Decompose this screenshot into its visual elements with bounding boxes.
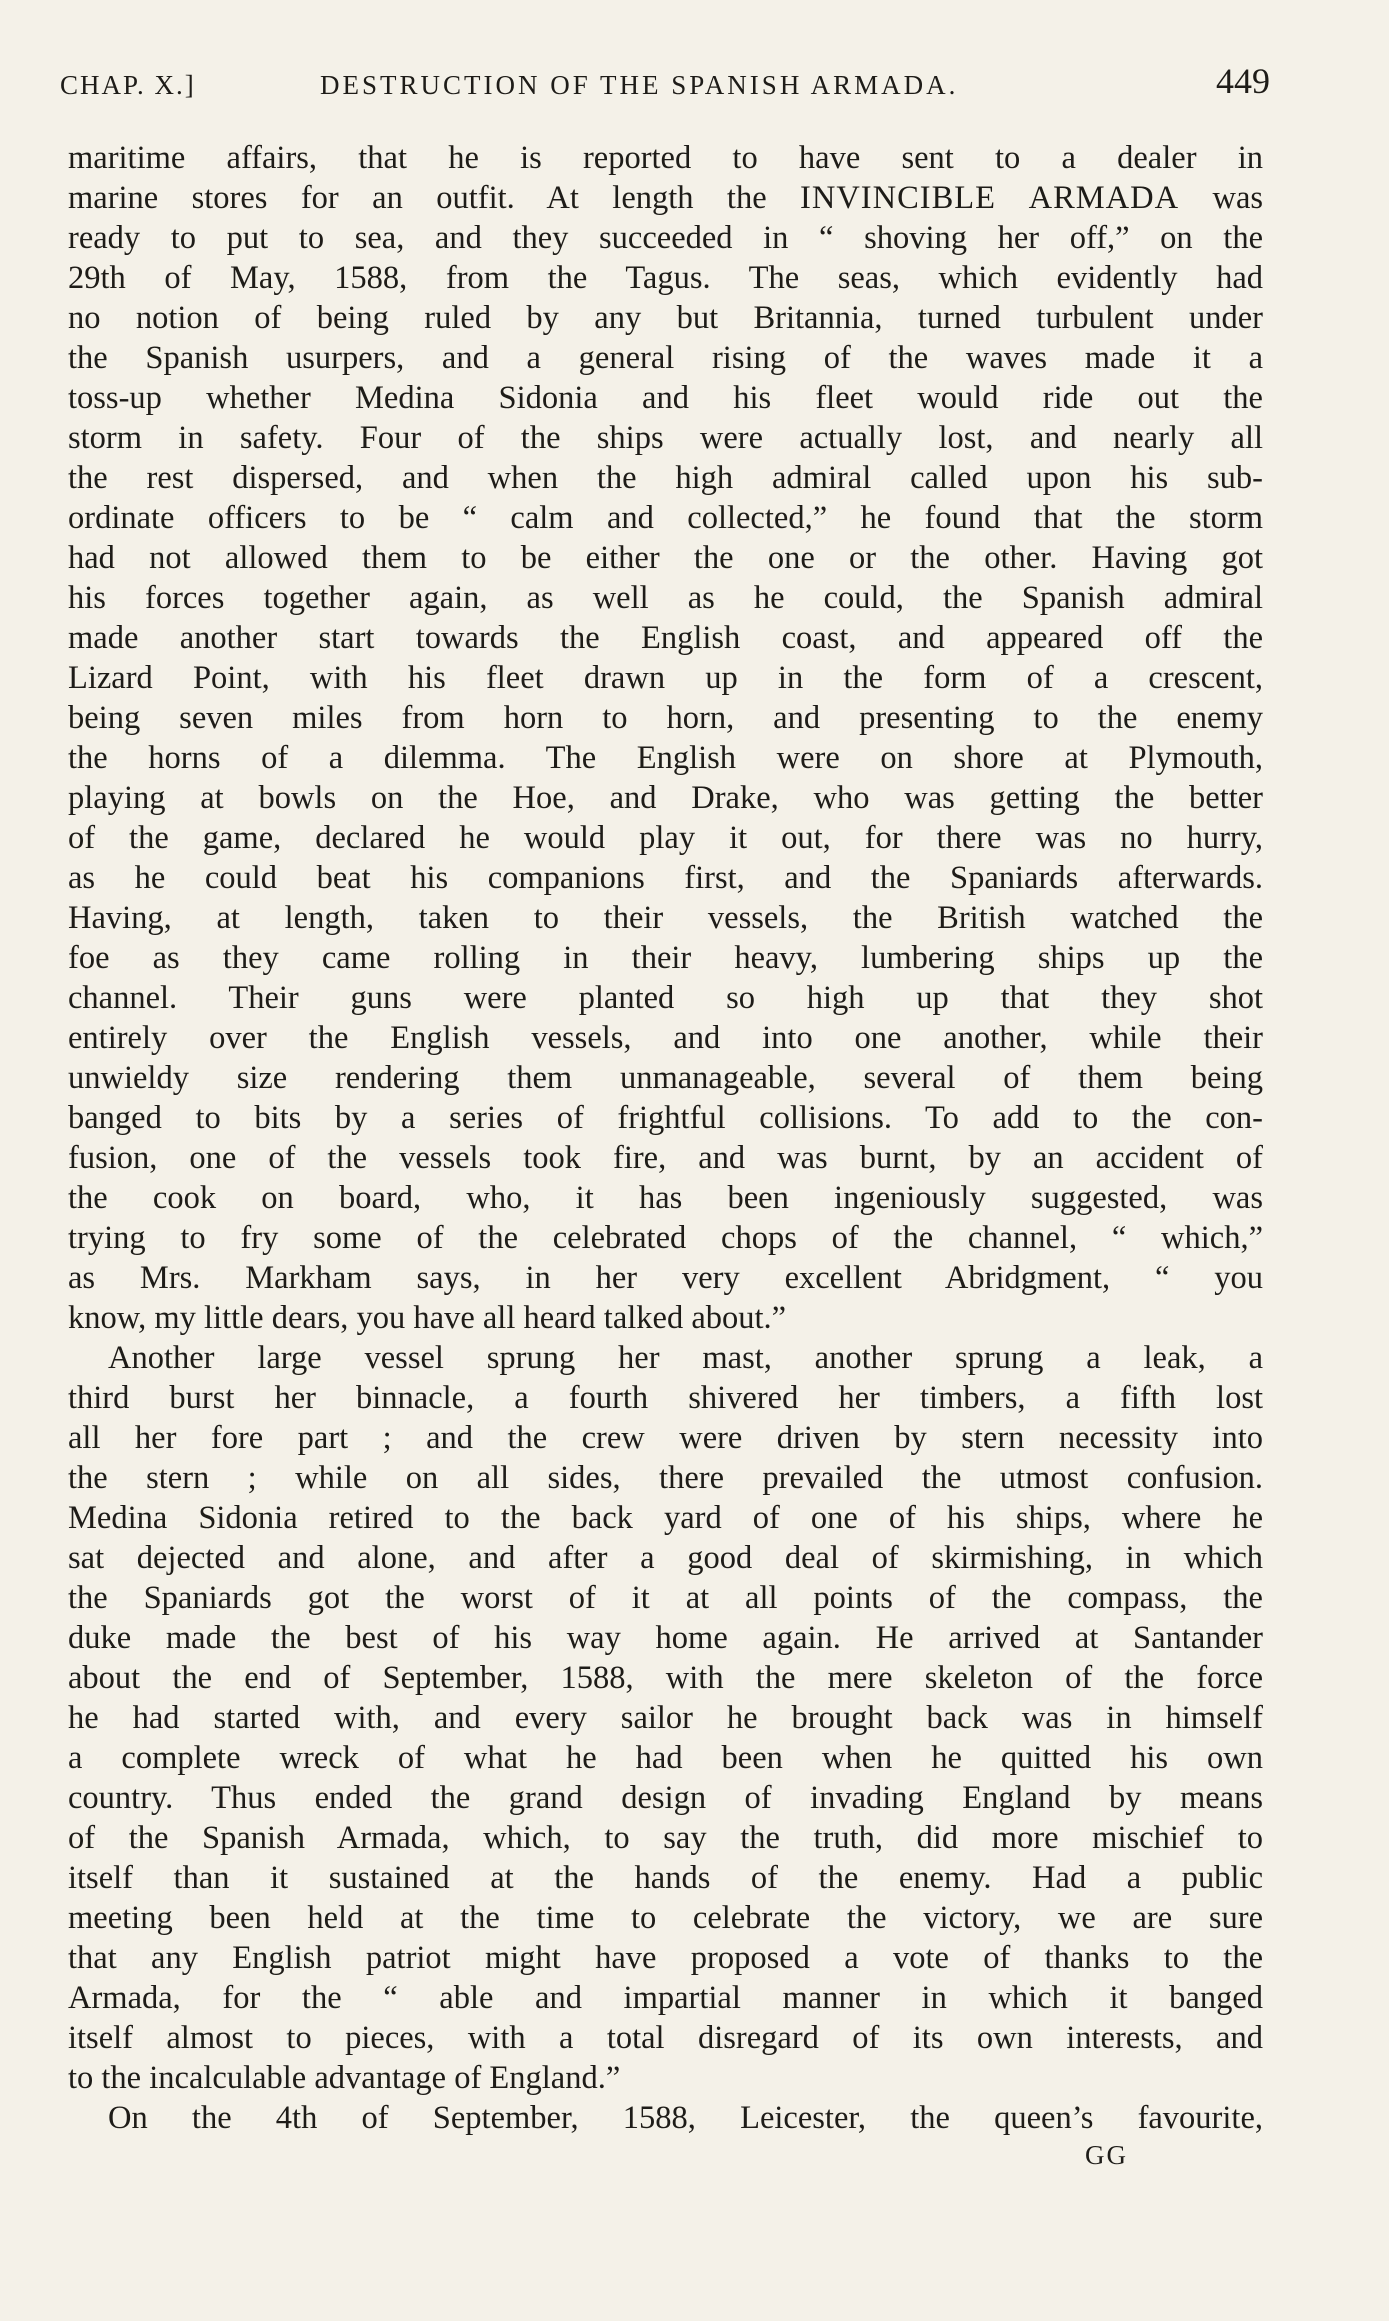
text-line: all her fore part ; and the crew were driven by stern necessity into xyxy=(68,1420,1263,1456)
text-line: Medina Sidonia retired to the back yard of one of his ships, where he xyxy=(68,1500,1263,1536)
text-line: meeting been held at the time to celebrate the victory, we are sure xyxy=(68,1900,1263,1936)
text-line: playing at bowls on the Hoe, and Drake, who was getting the better xyxy=(68,780,1263,816)
text-line: the rest dispersed, and when the high admiral called upon his sub- xyxy=(68,460,1263,496)
paragraph-start-line: Another large vessel sprung her mast, another sprung a leak, a xyxy=(108,1340,1263,1376)
paragraph-start-line: On the 4th of September, 1588, Leicester, the queen’s favourite, xyxy=(108,2100,1263,2136)
text-line: about the end of September, 1588, with the mere skeleton of the force xyxy=(68,1660,1263,1696)
signature-mark: GG xyxy=(1085,2140,1128,2170)
text-line: Lizard Point, with his fleet drawn up in the form of a crescent, xyxy=(68,660,1263,696)
text-line: 29th of May, 1588, from the Tagus. The seas, which evidently had xyxy=(68,260,1263,296)
text-line: as he could beat his companions first, and the Spaniards afterwards. xyxy=(68,860,1263,896)
text-line: being seven miles from horn to horn, and presenting to the enemy xyxy=(68,700,1263,736)
text-line: maritime affairs, that he is reported to have sent to a dealer in xyxy=(68,140,1263,176)
text-line: the stern ; while on all sides, there prevailed the utmost confusion. xyxy=(68,1460,1263,1496)
text-line: duke made the best of his way home again. He arrived at Santander xyxy=(68,1620,1263,1656)
text-line: banged to bits by a series of frightful collisions. To add to the con- xyxy=(68,1100,1263,1136)
text-line: no notion of being ruled by any but Britannia, turned turbulent under xyxy=(68,300,1263,336)
text-line: storm in safety. Four of the ships were actually lost, and nearly all xyxy=(68,420,1263,456)
text-line: unwieldy size rendering them unmanageable, several of them being xyxy=(68,1060,1263,1096)
text-line: the horns of a dilemma. The English were on shore at Plymouth, xyxy=(68,740,1263,776)
text-line: itself than it sustained at the hands of the enemy. Had a public xyxy=(68,1860,1263,1896)
text-line: trying to fry some of the celebrated chops of the channel, “ which,” xyxy=(68,1220,1263,1256)
text-line: Armada, for the “ able and impartial manner in which it banged xyxy=(68,1980,1263,2016)
text-line: third burst her binnacle, a fourth shivered her timbers, a fifth lost xyxy=(68,1380,1263,1416)
text-line: country. Thus ended the grand design of invading England by means xyxy=(68,1780,1263,1816)
text-line: ready to put to sea, and they succeeded in “ shoving her off,” on the xyxy=(68,220,1263,256)
text-line: entirely over the English vessels, and into one another, while their xyxy=(68,1020,1263,1056)
running-title: DESTRUCTION OF THE SPANISH ARMADA. xyxy=(320,70,959,100)
text-line: his forces together again, as well as he could, the Spanish admiral xyxy=(68,580,1263,616)
text-line: he had started with, and every sailor he brought back was in himself xyxy=(68,1700,1263,1736)
text-line: Having, at length, taken to their vessels, the British watched the xyxy=(68,900,1263,936)
text-line: itself almost to pieces, with a total disregard of its own interests, and xyxy=(68,2020,1263,2056)
text-line: had not allowed them to be either the one or the other. Having got xyxy=(68,540,1263,576)
invincible-armada-smallcaps: INVINCIBLE ARMADA xyxy=(800,180,1180,216)
text-line: the cook on board, who, it has been ingeniously suggested, was xyxy=(68,1180,1263,1216)
text-line: foe as they came rolling in their heavy, lumbering ships up the xyxy=(68,940,1263,976)
running-head xyxy=(60,58,1270,108)
text-line: sat dejected and alone, and after a good deal of skirmishing, in which xyxy=(68,1540,1263,1576)
text-line: fusion, one of the vessels took fire, and was burnt, by an accident of xyxy=(68,1140,1263,1176)
text-line: of the game, declared he would play it out, for there was no hurry, xyxy=(68,820,1263,856)
text-line: as Mrs. Markham says, in her very excellent Abridgment, “ you xyxy=(68,1260,1263,1296)
text-line: channel. Their guns were planted so high up that they shot xyxy=(68,980,1263,1016)
text-line: of the Spanish Armada, which, to say the truth, did more mischief to xyxy=(68,1820,1263,1856)
page-number: 449 xyxy=(1216,61,1270,101)
text-line: marine stores for an outfit. At length the INVINCIBLE ARMADA was xyxy=(68,180,1263,216)
body-text xyxy=(68,138,1263,2138)
text-line: to the incalculable advantage of England.” xyxy=(68,2060,621,2096)
text-line: toss-up whether Medina Sidonia and his fleet would ride out the xyxy=(68,380,1263,416)
text-line: that any English patriot might have proposed a vote of thanks to the xyxy=(68,1940,1263,1976)
text-line: know, my little dears, you have all heard talked about.” xyxy=(68,1300,787,1336)
text-line: ordinate officers to be “ calm and collected,” he found that the storm xyxy=(68,500,1263,536)
text-line: made another start towards the English coast, and appeared off the xyxy=(68,620,1263,656)
chapter-label: CHAP. X.] xyxy=(60,70,196,100)
text-line: the Spaniards got the worst of it at all points of the compass, the xyxy=(68,1580,1263,1616)
text-line: a complete wreck of what he had been when he quitted his own xyxy=(68,1740,1263,1776)
text-line: the Spanish usurpers, and a general rising of the waves made it a xyxy=(68,340,1263,376)
